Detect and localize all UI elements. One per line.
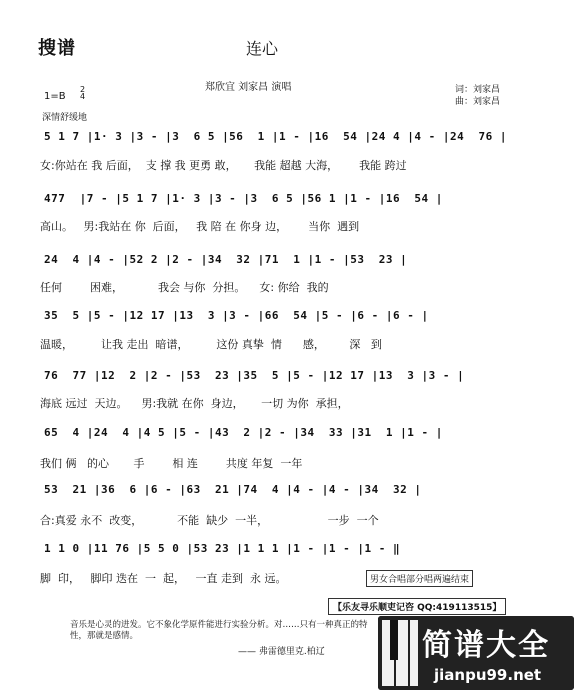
ending-note: 男女合唱部分唱两遍结束: [366, 570, 473, 587]
lyrics-row: 女:你站在 我 后面， 支 撑 我 更勇 敢， 我能 超越 大海， 我能 跨过: [40, 159, 407, 172]
time-signature-top: 2: [80, 85, 86, 94]
notation-row: 65 4 |24 4 |4 5 |5 - |43 2 |2 - |34 33 |31 1 |1 - |: [44, 426, 443, 439]
lyrics-row: 海底 远过 天边。 男:我就 在你 身边， 一切 为你 承担，: [40, 397, 349, 410]
time-signature-bottom: 4: [80, 92, 86, 101]
notation-row: 76 77 |12 2 |2 - |53 23 |35 5 |5 - |12 17 |13 3 |3 - |: [44, 369, 465, 382]
notation-row: 5 1 7 |1· 3 |3 - |3 6 5 |56 1 |1 - |16 54 |24 4 |4 - |24 76 |: [44, 130, 507, 143]
key-signature: 1=B: [44, 91, 66, 102]
credits: [455, 84, 500, 108]
notation-row: 53 21 |36 6 |6 - |63 21 |74 4 |4 - |4 - |34 32 |: [44, 483, 422, 496]
site-watermark: [378, 616, 574, 690]
watermark-title: 简谱大全: [422, 628, 550, 663]
notation-row: 35 5 |5 - |12 17 |13 3 |3 - |66 54 |5 - |6 - |6 - |: [44, 309, 429, 322]
watermark-url: jianpu99.net: [434, 666, 542, 684]
singers: 郑欣宜 刘家昌 演唱: [205, 82, 292, 93]
time-signature: [80, 86, 85, 100]
quote-text: 音乐是心灵的进发。它不象化学原件能进行实验分析。对……只有一种真正的特性，那就是感情。: [70, 620, 368, 641]
composer: 曲：刘家昌: [455, 97, 501, 107]
lyrics-row: 高山。 男:我站在 你 后面， 我 陪 在 你身 边， 当你 遇到: [40, 220, 360, 233]
tempo-marking: 深情舒缓地: [42, 113, 88, 123]
lyrics-row: 任何 困难， 我会 与你 分担。 女: 你给 我的: [40, 281, 329, 294]
lyrics-row: 脚 印， 脚印 迭在 一 起， 一直 走到 永 远。: [40, 572, 287, 585]
notation-row: 477 |7 - |5 1 7 |1· 3 |3 - |3 6 5 |56 1 |1 - |16 54 |: [44, 192, 443, 205]
song-title: 连心: [246, 39, 279, 58]
quote-author: —— 弗雷德里克.柏辽: [238, 647, 325, 657]
site-logo: 搜谱: [38, 38, 76, 59]
lyrics-row: 温暖， 让我 走出 暗谱， 这份 真挚 情 感， 深 到: [40, 338, 382, 351]
contact-info: 【乐友寻乐顺吏记咨 QQ:419113515】: [328, 598, 506, 615]
notation-row: 24 4 |4 - |52 2 |2 - |34 32 |71 1 |1 - |53 23 |: [44, 253, 408, 266]
notation-row: 1 1 0 |11 76 |5 5 0 |53 23 |1 1 1 |1 - |1 - |1 - ‖: [44, 542, 401, 555]
lyricist: 词：刘家昌: [455, 85, 501, 95]
lyrics-row: 我们 俩 的心 手 相 连 共度 年复 一年: [40, 457, 303, 470]
lyrics-row: 合:真爱 永不 改变， 不能 缺少 一半， 一步 一个: [40, 514, 379, 527]
